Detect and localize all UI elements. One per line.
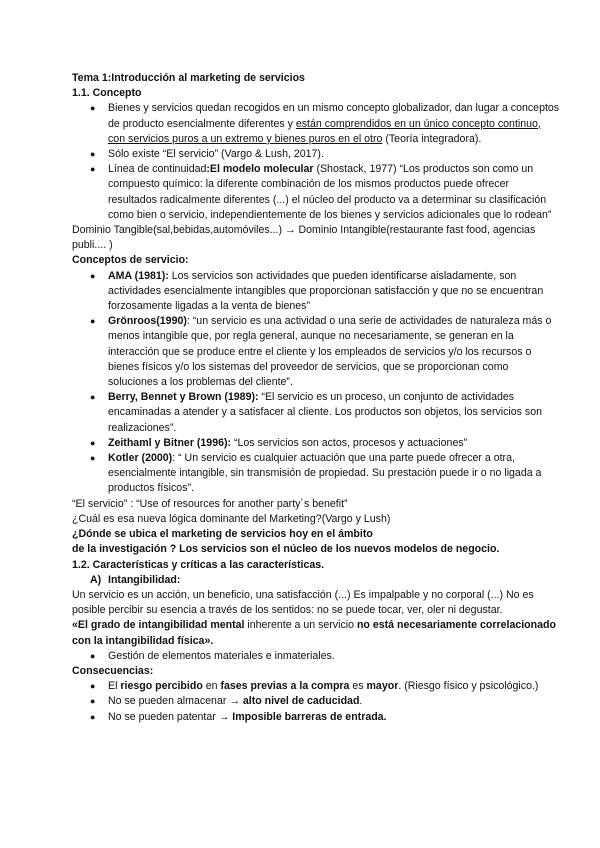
- intangible-paragraph: Un servicio es un acción, un beneficio, una satisfacción (...) Es impalpable y no corporal (...) No es posible percibir su esencia a través de los sentidos: no se puede tocar, ver, oler ni degustar.: [72, 588, 534, 617]
- list-item: ● Línea de continuidad:El modelo molecular (Shostack, 1977) “Los productos son como un compuesto químico: la diferente combinación de los mismos productos puede ofrecer resultados radicalmente diferentes (...) el núcleo del producto va a determinar su clasificación como bien o servicio, independientemente de los bienes y servicios adicionales que lo rodean”: [72, 162, 560, 223]
- list-item: ● Gestión de elementos materiales e inmateriales.: [72, 649, 560, 664]
- conceptos-heading: Conceptos de servicio:: [72, 254, 189, 267]
- list-item: ● Zeithaml y Bitner (1996): “Los servicios son actos, procesos y actuaciones”: [72, 436, 560, 451]
- doc-title: Tema 1:Introducción al marketing de servicios: [72, 72, 305, 84]
- investigacion-line: de la investigación ? Los servicios son el núcleo de los nuevos modelos de negocio.: [72, 543, 500, 556]
- section-heading-1-2: 1.2. Características y críticas a las características.: [72, 558, 325, 571]
- dominio-line: Dominio Tangible(sal,bebidas,automóviles...) → Dominio Intangible(restaurante fast food, agencias publi.... ): [72, 224, 536, 252]
- servicio-line: “El servicio” : “Use of resources for another party´s benefit”: [72, 497, 348, 510]
- list-item: ● Sólo existe “El servicio” (Vargo & Lush, 2017).: [72, 147, 560, 162]
- quote-paragraph: «El grado de intangibilidad mental inherente a un servicio no está necesariamente correlacionado con la intangibilidad física».: [72, 619, 556, 647]
- gestion-list: [72, 649, 560, 664]
- subheading-intangibilidad: A) Intangibilidad:: [90, 573, 181, 586]
- list-item: ● El riesgo percibido en fases previas a la compra es mayor. (Riesgo físico y psicológico.): [72, 679, 560, 694]
- section-heading-1-1: 1.1. Concepto: [72, 87, 142, 100]
- concept-list: [72, 101, 560, 223]
- list-item: ● Berry, Bennet y Brown (1989): “El servicio es un proceso, un conjunto de actividades encaminadas a atender y a satisfacer al cliente. Los productos son objetos, los servicios son realizaciones”.: [72, 390, 560, 436]
- list-item: ● Bienes y servicios quedan recogidos en un mismo concepto globalizador, dan lugar a conceptos de producto esencialmente diferentes y están comprendidos en un único concepto continuo, con servicios puros a un extremo y bienes puros en el otro (Teoría integradora).: [72, 101, 560, 147]
- donde-line: ¿Dónde se ubica el marketing de servicios hoy en el ámbito: [72, 528, 373, 541]
- list-item: ● Grönroos(1990): “un servicio es una actividad o una serie de actividades de naturaleza más o menos intangible que, por regla general, aunque no necesariamente, se generan en la interacción que se produce entre el cliente y los empleados de servicios y/o los recursos o bienes físicos y/o los sistemas del proveedor de servicios, que se proporcionan como soluciones a los problemas del cliente”.: [72, 314, 560, 390]
- list-item: ● AMA (1981): Los servicios son actividades que pueden identificarse aisladamente, son actividades esencialmente intangibles que proporcionan satisfacción y que no se encuentran forzosamente ligadas a la venta de bienes”: [72, 269, 560, 315]
- authors-list: [72, 269, 560, 497]
- consecuencias-list: [72, 679, 560, 725]
- list-item: ● No se pueden almacenar → alto nivel de caducidad.: [72, 694, 560, 709]
- list-item: ● No se pueden patentar → Imposible barreras de entrada.: [72, 710, 560, 725]
- consecuencias-heading: Consecuencias:: [72, 664, 154, 677]
- question-line: ¿Cuál es esa nueva lógica dominante del Marketing?(Vargo y Lush): [72, 512, 391, 525]
- list-item: ● Kotler (2000): “ Un servicio es cualquier actuación que una parte puede ofrecer a otra, esencialmente intangible, sin transmisión de propiedad. Su prestación puede ir o no ligada a productos físicos”.: [72, 451, 560, 497]
